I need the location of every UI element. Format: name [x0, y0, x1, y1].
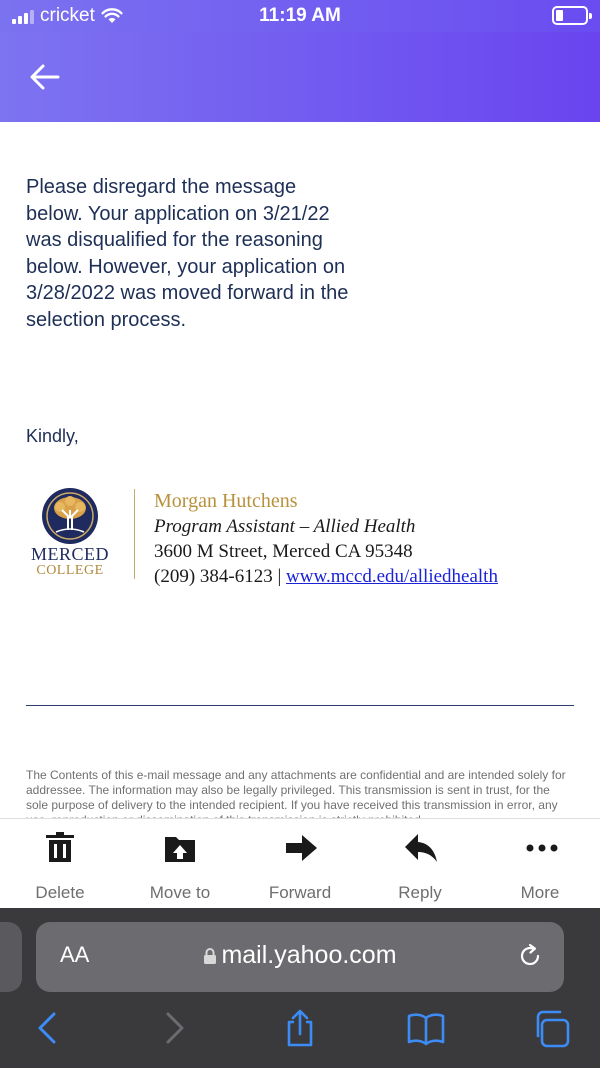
signature-title: Program Assistant – Allied Health	[154, 516, 416, 537]
delete-button[interactable]	[0, 819, 120, 909]
reload-icon	[516, 942, 544, 970]
lock-icon	[203, 947, 217, 965]
reply-arrow-icon	[404, 831, 438, 865]
message-body: Please disregard the message below. Your application on 3/21/22 was disqualified for the reasoning below. However, your application on 3/28/2022 was moved forward in the selection process.	[26, 176, 349, 331]
share-icon	[280, 1008, 320, 1048]
open-book-icon	[406, 1008, 446, 1048]
tree-emblem-icon	[24, 488, 116, 546]
chevron-left-icon	[30, 1008, 70, 1048]
more-button[interactable]	[480, 819, 600, 909]
address-bar[interactable]	[36, 922, 564, 992]
url-display[interactable]	[36, 941, 564, 970]
bookmarks-button[interactable]	[406, 1008, 446, 1048]
tabs-icon	[532, 1008, 572, 1048]
browser-forward-button[interactable]	[152, 1008, 192, 1048]
delete-label: Delete	[35, 883, 85, 902]
message-closing: Kindly,	[26, 426, 79, 446]
signature-address: 3600 M Street, Merced CA 95348	[154, 541, 413, 562]
reply-label: Reply	[398, 883, 442, 902]
back-button[interactable]	[28, 62, 62, 92]
carrier-name: cricket	[40, 5, 95, 26]
clock: 11:19 AM	[259, 5, 341, 26]
tabs-button[interactable]	[532, 1008, 572, 1048]
reply-button[interactable]	[360, 819, 480, 909]
more-dots-icon	[524, 831, 560, 865]
message-header	[0, 32, 600, 122]
move-to-label: Move to	[149, 883, 211, 902]
signature-divider	[134, 489, 135, 579]
chevron-right-icon	[152, 1008, 192, 1048]
signature-website-link[interactable]: www.mccd.edu/alliedhealth	[286, 566, 498, 587]
battery-icon	[552, 6, 588, 25]
browser-back-button[interactable]	[30, 1008, 70, 1048]
forward-button[interactable]	[240, 819, 360, 909]
reload-button[interactable]	[516, 942, 544, 975]
signature-phone: (209) 384-6123	[154, 566, 273, 587]
trash-icon	[44, 831, 76, 865]
url-text: mail.yahoo.com	[221, 941, 397, 969]
share-button[interactable]	[280, 1008, 320, 1048]
forward-arrow-icon	[284, 831, 318, 865]
divider-line	[26, 705, 574, 706]
confidentiality-disclaimer: The Contents of this e-mail message and any attachments are confidential and are intended solely for addressee. The information may also be legally privileged. This transmission is sent in trust, for the sole purpose of delivery to the intended recipient. If you have received this transmission in error, any	[26, 768, 566, 812]
signature-separator: |	[272, 566, 287, 587]
mail-action-toolbar	[0, 818, 600, 908]
move-to-button[interactable]	[120, 819, 240, 909]
logo-word-merced: MERCED	[30, 544, 109, 564]
previous-tab-peek[interactable]	[0, 922, 22, 992]
status-bar	[0, 0, 600, 32]
back-arrow-icon	[28, 62, 62, 92]
signature-block	[154, 489, 498, 589]
text-size-button[interactable]: AA	[60, 942, 90, 967]
browser-chrome	[0, 908, 600, 1068]
more-label: More	[520, 883, 560, 902]
merced-college-logo	[24, 488, 116, 584]
forward-label: Forward	[268, 883, 332, 902]
signature-contact-line	[154, 564, 498, 589]
signature-name: Morgan Hutchens	[154, 490, 298, 512]
folder-move-icon	[164, 831, 196, 865]
logo-word-college: COLLEGE	[36, 563, 104, 578]
